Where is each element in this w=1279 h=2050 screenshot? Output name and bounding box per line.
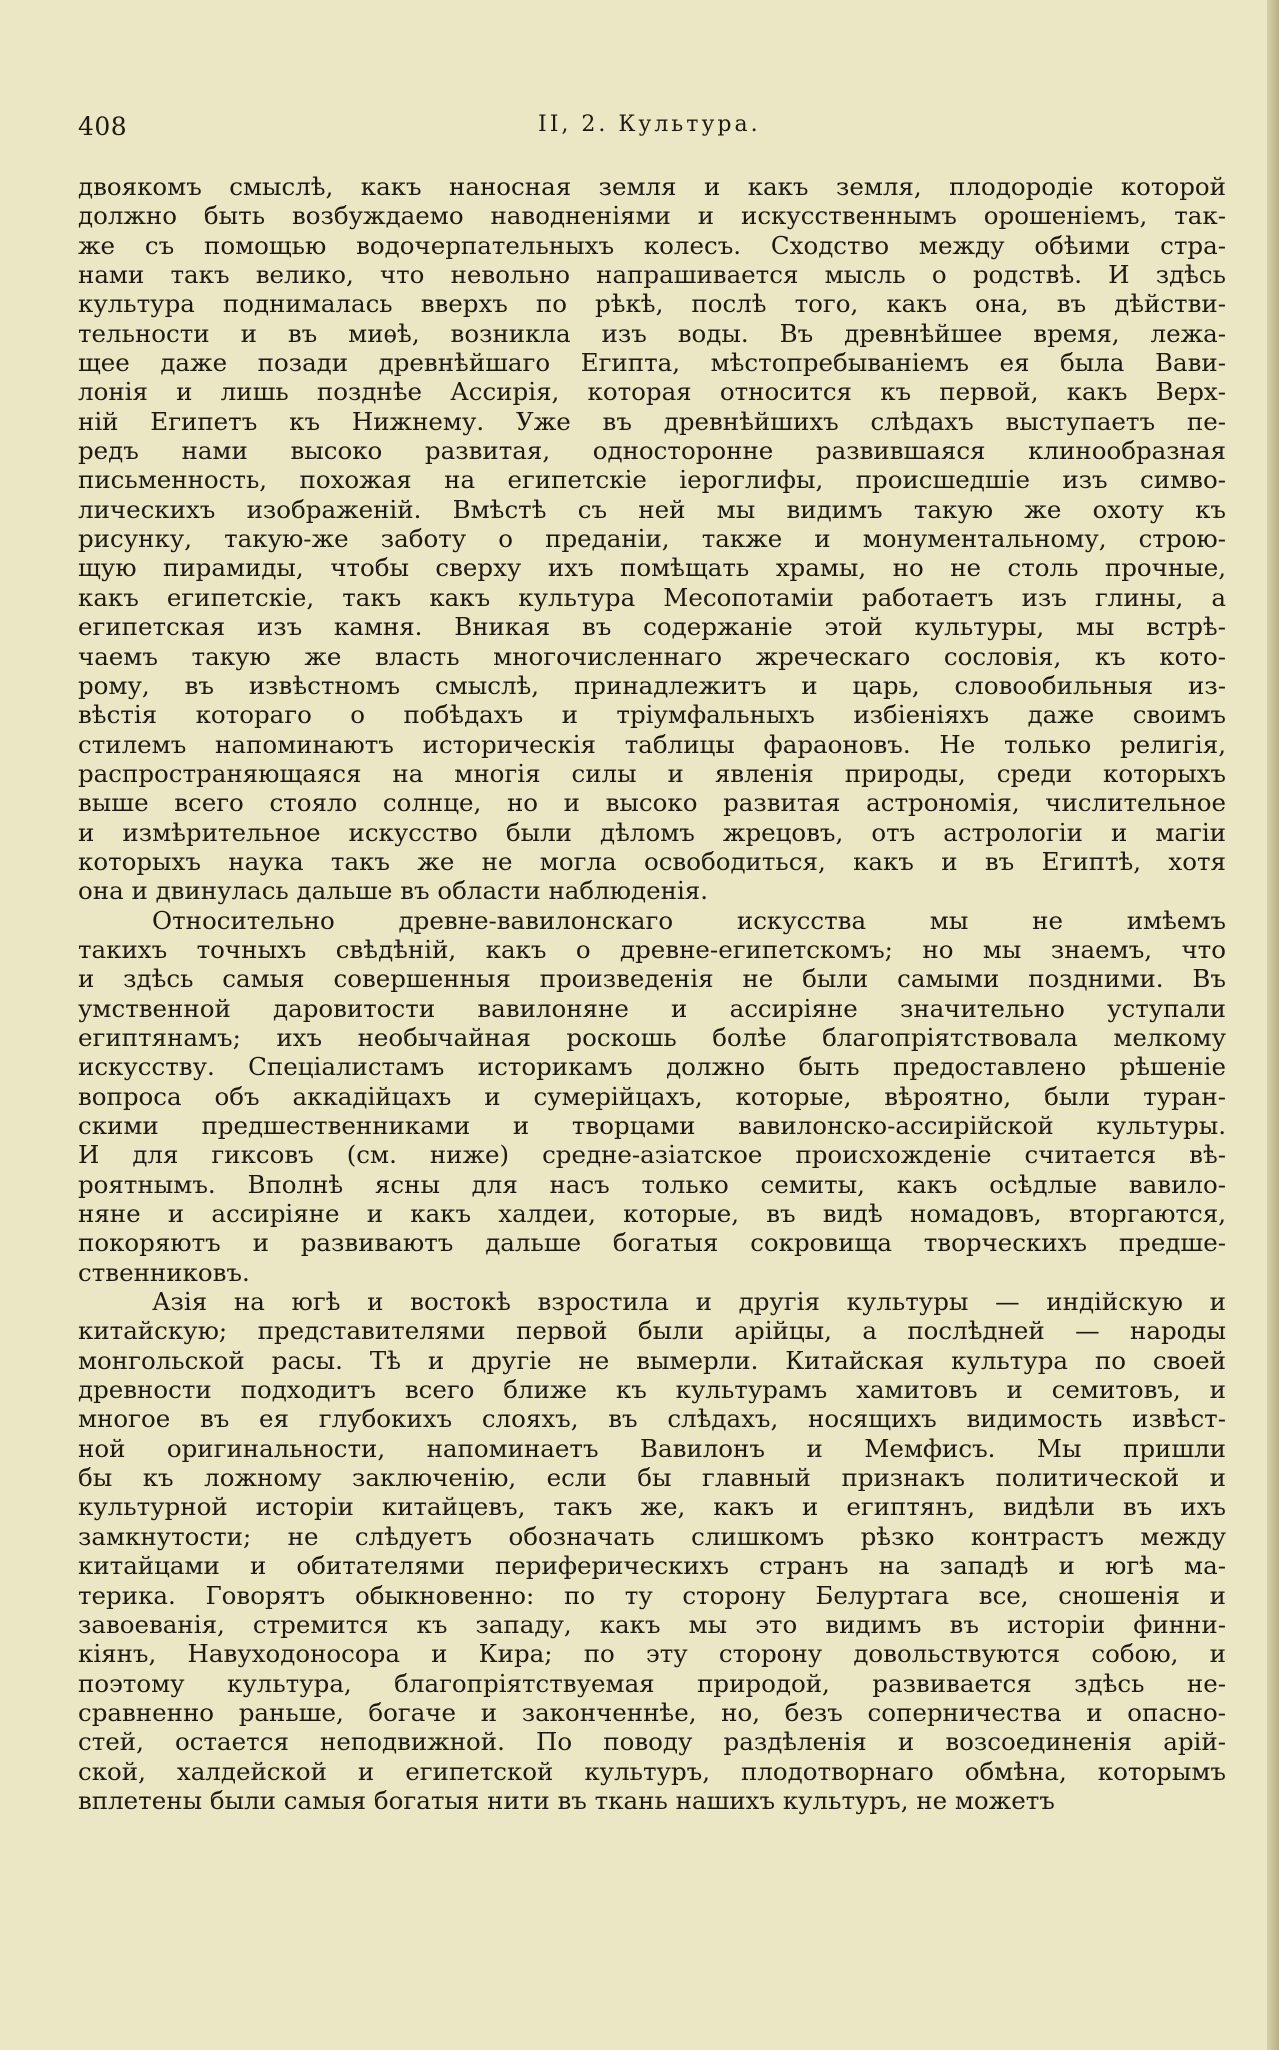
text-line: вопроса объ аккадійцахъ и сумерійцахъ, которые, вѣроятно, были туран-: [78, 1081, 1226, 1111]
text-line: и измѣрительное искусство были дѣломъ жрецовъ, отъ астрологіи и магіи: [78, 817, 1226, 847]
text-line: культурной исторіи китайцевъ, такъ же, какъ и египтянъ, видѣли въ ихъ: [78, 1492, 1226, 1522]
text-line: умственной даровитости вавилоняне и ассиріяне значительно уступали: [78, 993, 1226, 1023]
text-line: роятнымъ. Вполнѣ ясны для насъ только семиты, какъ осѣдлые вавило-: [78, 1169, 1226, 1199]
text-line: египетская изъ камня. Вникая въ содержаніе этой культуры, мы встрѣ-: [78, 612, 1226, 642]
paragraph: [78, 172, 1226, 906]
text-line: замкнутости; не слѣдуетъ обозначать слишкомъ рѣзко контрастъ между: [78, 1521, 1226, 1551]
text-line: завоеванія, стремится къ западу, какъ мы это видимъ въ исторіи финни-: [78, 1609, 1226, 1639]
text-line: лонія и лишь позднѣе Ассирія, которая относится къ первой, какъ Верх-: [78, 377, 1226, 407]
text-line: редъ нами высоко развитая, односторонне развившаяся клинообразная: [78, 436, 1226, 466]
text-line: вѣстія котораго о побѣдахъ и тріумфальныхъ избіеніяхъ даже своимъ: [78, 700, 1226, 730]
text-line: стей, остается неподвижной. По поводу раздѣленія и возсоединенія арій-: [78, 1727, 1226, 1757]
text-line: распространяющаяся на многія силы и явленія природы, среди которыхъ: [78, 758, 1226, 788]
text-line: монгольской расы. Тѣ и другіе не вымерли. Китайская культура по своей: [78, 1345, 1226, 1375]
text-line: искусству. Спеціалистамъ историкамъ должно быть предоставлено рѣшеніе: [78, 1052, 1226, 1082]
text-line: многое въ ея глубокихъ слояхъ, въ слѣдахъ, носящихъ видимость извѣст-: [78, 1404, 1226, 1434]
text-line: она и двинулась дальше въ области наблюденія.: [78, 876, 709, 906]
text-line: стилемъ напоминаютъ историческія таблицы фараоновъ. Не только религія,: [78, 729, 1226, 759]
text-line: такихъ точныхъ свѣдѣній, какъ о древне-египетскомъ; но мы знаемъ, что: [78, 934, 1226, 964]
text-line: И для гиксовъ (см. ниже) средне-азіатское происхожденіе считается вѣ-: [78, 1140, 1226, 1170]
text-line: письменность, похожая на египетскіе іероглифы, происшедшіе изъ симво-: [78, 465, 1226, 495]
text-line: ской, халдейской и египетской культуръ, плодотворнаго обмѣна, которымъ: [78, 1756, 1226, 1786]
text-line: рому, въ извѣстномъ смыслѣ, принадлежитъ и царь, словообильныя из-: [78, 670, 1226, 700]
text-line: же съ помощью водочерпательныхъ колесъ. Сходство между обѣими стра-: [78, 230, 1226, 260]
text-line: ній Египетъ къ Нижнему. Уже въ древнѣйшихъ слѣдахъ выступаетъ пе-: [78, 406, 1226, 436]
text-line: лическихъ изображеній. Вмѣстѣ съ ней мы видимъ такую же охоту къ: [78, 494, 1226, 524]
text-line: няне и ассиріяне и какъ халдеи, которые, въ видѣ номадовъ, вторгаются,: [78, 1199, 1226, 1229]
text-line: выше всего стояло солнце, но и высоко развитая астрономія, числительное: [78, 788, 1226, 818]
text-line: кіянъ, Навуходоносора и Кира; по эту сторону довольствуются собою, и: [78, 1639, 1226, 1669]
text-line: китайскую; представителями первой были арійцы, а послѣдней — народы: [78, 1316, 1226, 1346]
text-line: бы къ ложному заключенію, если бы главный признакъ политической и: [78, 1463, 1226, 1493]
text-line: вплетены были самыя богатыя нити въ ткань нашихъ культуръ, не можетъ: [78, 1785, 1055, 1815]
text-line: скими предшественниками и творцами вавилонско-ассирійской культуры.: [78, 1111, 1226, 1140]
page-number: 408: [78, 112, 128, 141]
text-line: культура поднималась вверхъ по рѣкѣ, послѣ того, какъ она, въ дѣйстви-: [78, 289, 1226, 319]
text-line: терика. Говорятъ обыкновенно: по ту сторону Белуртага все, сношенія и: [78, 1580, 1226, 1610]
text-line: которыхъ наука такъ же не могла освободиться, какъ и въ Египтѣ, хотя: [78, 846, 1226, 876]
page-edge-shadow: [1267, 0, 1279, 2050]
text-line: чаемъ такую же власть многочисленнаго жреческаго сословія, къ кото-: [78, 641, 1226, 671]
text-line: рисунку, такую-же заботу о преданіи, также и монументальному, строю-: [78, 524, 1226, 554]
section-title: II, 2. Культура.: [538, 112, 761, 137]
text-line: Относительно древне-вавилонскаго искусства мы не имѣемъ: [152, 905, 1226, 935]
paragraph: [78, 906, 1226, 1287]
text-line: ной оригинальности, напоминаетъ Вавилонъ и Мемфисъ. Мы пришли: [78, 1433, 1226, 1463]
text-line: какъ египетскіе, такъ какъ культура Месопотаміи работаетъ изъ глины, а: [78, 582, 1226, 612]
text-line: поэтому культура, благопріятствуемая природой, развивается здѣсь не-: [78, 1668, 1226, 1698]
text-line: щую пирамиды, чтобы сверху ихъ помѣщать храмы, но не столь прочные,: [78, 553, 1226, 583]
text-body: [78, 172, 1226, 1815]
text-line: щее даже позади древнѣйшаго Египта, мѣстопребываніемъ ея была Вави-: [78, 348, 1226, 378]
running-head: [78, 112, 1228, 152]
text-line: тельности и въ миѳѣ, возникла изъ воды. Въ древнѣйшее время, лежа-: [78, 318, 1226, 348]
text-line: нами такъ велико, что невольно напрашивается мысль о родствѣ. И здѣсь: [78, 260, 1226, 290]
text-line: Азія на югѣ и востокѣ взростила и другія культуры — индійскую и: [152, 1287, 1226, 1317]
text-line: и здѣсь самыя совершенныя произведенія не были самыми поздними. Въ: [78, 964, 1226, 994]
paragraph: [78, 1287, 1226, 1815]
text-line: двоякомъ смыслѣ, какъ наносная земля и какъ земля, плодородіе которой: [78, 172, 1226, 201]
text-line: египтянамъ; ихъ необычайная роскошь болѣе благопріятствовала мелкому: [78, 1022, 1226, 1052]
text-line: покоряютъ и развиваютъ дальше богатыя сокровища творческихъ предше-: [78, 1228, 1226, 1258]
text-line: должно быть возбуждаемо наводненіями и искусственнымъ орошеніемъ, так-: [78, 201, 1226, 231]
text-line: китайцами и обитателями периферическихъ странъ на западѣ и югѣ ма-: [78, 1551, 1226, 1581]
text-line: ственниковъ.: [78, 1257, 250, 1287]
text-line: древности подходитъ всего ближе къ культурамъ хамитовъ и семитовъ, и: [78, 1375, 1226, 1405]
text-line: сравненно раньше, богаче и законченнѣе, но, безъ соперничества и опасно-: [78, 1697, 1226, 1727]
